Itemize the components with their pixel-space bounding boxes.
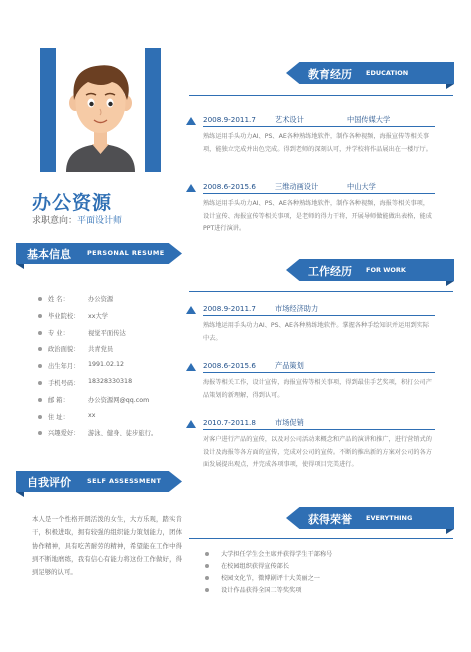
info-row-school (38, 310, 188, 327)
personal-info-list (38, 293, 188, 444)
honors-list (205, 549, 445, 597)
bullet-icon (38, 347, 42, 351)
bullet-icon (205, 588, 209, 592)
info-row-email (38, 394, 188, 411)
section-banner-basic-info (16, 243, 182, 264)
info-value: xx (88, 411, 96, 419)
honor-text: 校园文化节，微博剧评十大美丽之一 (221, 575, 320, 582)
bullet-icon (38, 398, 42, 402)
section-title: 获得荣誉 (308, 513, 352, 526)
triangle-marker-icon (186, 306, 196, 314)
info-row-hobbies (38, 427, 188, 444)
entry-title: 艺术设计 (275, 115, 304, 124)
section-subtitle: EVERYTHING (366, 514, 413, 522)
entry-date: 2008.6-2015.6 (203, 182, 256, 191)
work-entry (186, 304, 444, 354)
entry-description: 熟练地运用手头功力AI、PS、AE各种熟练地软件。掌握各种手绘知识并运用到实际中去。 (203, 322, 430, 342)
self-assessment-text: 本人是一个性格开朗活泼的女生，大方乐观，踏实肯干，积极进取，拥有较强的组织能力策划能力，团体协作精神，具有吃苦耐劳的精神，希望能在工作中得到不断地磨练，我有信心有能力将这份工作做好，得到足够的认可。 (32, 515, 182, 577)
bullet-icon (38, 364, 42, 368)
info-row-major (38, 327, 188, 344)
candidate-name: 办公资源 (32, 192, 113, 214)
info-value: xx大学 (88, 312, 109, 320)
job-intent (32, 213, 122, 226)
section-subtitle: EDUCATION (366, 69, 409, 77)
section-title: 基本信息 (27, 248, 71, 261)
info-label: 手机号码： (48, 379, 80, 387)
section-divider (189, 538, 453, 539)
honor-item (205, 573, 445, 585)
section-subtitle: PERSONAL RESUME (87, 249, 165, 257)
triangle-marker-icon (186, 117, 196, 125)
entry-date: 2008.6-2015.6 (203, 361, 256, 370)
education-entry (186, 115, 444, 175)
bullet-icon (38, 415, 42, 419)
info-value: 1991.02.12 (88, 361, 125, 369)
section-banner-self-assessment (16, 471, 182, 492)
photo-frame (40, 48, 161, 172)
honor-item (205, 561, 445, 573)
entry-title: 市场促销 (275, 418, 304, 427)
honor-item (205, 549, 445, 561)
honor-text: 设计作品获得全国二等奖奖项 (221, 587, 302, 594)
entry-date: 2010.7-2011.8 (203, 418, 256, 427)
bullet-icon (38, 381, 42, 385)
info-label: 姓 名： (48, 296, 69, 303)
section-divider (189, 291, 453, 292)
section-banner-education (286, 62, 454, 84)
entry-title: 市场经济助力 (275, 304, 319, 313)
info-value: 办公资源 (88, 296, 114, 303)
honor-text: 在校园组织获得宣传部长 (221, 563, 290, 570)
entry-org: 中山大学 (347, 182, 376, 191)
info-label: 出生年月： (48, 363, 80, 371)
entry-date: 2008.9-2011.7 (203, 115, 256, 124)
bullet-icon (38, 297, 42, 301)
section-banner-work (286, 259, 454, 281)
bullet-icon (205, 576, 209, 580)
bullet-icon (38, 331, 42, 335)
section-subtitle: SELF ASSESSMENT (87, 477, 162, 485)
section-title: 自我评价 (27, 476, 71, 489)
triangle-marker-icon (186, 184, 196, 192)
info-label: 专 业： (48, 329, 69, 337)
entry-org: 中国传媒大学 (347, 115, 391, 124)
entry-title: 产品策划 (275, 361, 304, 370)
avatar-illustration (56, 48, 145, 172)
info-row-birth (38, 360, 188, 377)
honor-item (205, 585, 445, 597)
info-row-phone (38, 377, 188, 394)
education-entry (186, 182, 444, 242)
entry-description: 对客户进行产品的宣传，以及对公司活动来概念和产品的演讲和推广，进行营销式的设计及海报等各方面的宣传，完成对公司的宣传。不断的推出新的方案对公司的各方面发展提出观点，并完成各项事项，使得项目完美进行。 (203, 436, 432, 469)
info-label: 住 址： (48, 413, 69, 421)
section-title: 教育经历 (308, 68, 352, 81)
avatar (56, 48, 145, 172)
section-divider (189, 95, 453, 96)
triangle-marker-icon (186, 420, 196, 428)
bullet-icon (205, 564, 209, 568)
job-intent-value: 平面设计师 (77, 216, 123, 226)
info-row-address (38, 411, 188, 428)
info-value: 视觉平面传达 (88, 329, 126, 337)
info-label: 政治面貌： (48, 346, 80, 354)
info-row-name (38, 293, 188, 310)
info-value: 游泳、健身、徒步旅行。 (88, 430, 158, 438)
triangle-marker-icon (186, 363, 196, 371)
job-intent-label: 求职意向： (32, 216, 78, 226)
entry-description: 海报等相关工作，设计宣传，海报宣传等相关事项，得到最佳手艺奖项，积打公司产品策划的新理解，得到认可。 (203, 379, 432, 399)
info-value: 办公资源网@qq.com (88, 396, 150, 404)
info-label: 邮 箱： (48, 396, 69, 404)
work-entry (186, 418, 444, 488)
entry-description: 熟练运用手头功力AI、PS、AE各种熟练地软件，制作各种视频，海报宣传等相关事项，能独立完成并出色完成。得到老师的深刻认可，并学校将作品展出在一楼厅厅。 (203, 133, 432, 153)
info-row-political (38, 343, 188, 360)
info-value: 18328330318 (88, 377, 133, 385)
bullet-icon (205, 552, 209, 556)
bullet-icon (38, 431, 42, 435)
section-title: 工作经历 (308, 265, 352, 278)
section-banner-honors (286, 507, 454, 529)
work-entry (186, 361, 444, 411)
entry-date: 2008.9-2011.7 (203, 304, 256, 313)
info-label: 毕业院校： (48, 312, 80, 320)
bullet-icon (38, 314, 42, 318)
entry-title: 三维动画设计 (275, 182, 319, 191)
entry-description: 熟练运用手头功力AI、PS、AE各种熟练地软件，制作各种视频，海报等相关事项，设计宣传、海报宣传等相关事项，是老师的得力干将，开展导师做能做出表格，能成PPT进行演讲。 (203, 200, 432, 233)
info-value: 共青党员 (88, 346, 114, 354)
section-subtitle: FOR WORK (366, 266, 406, 274)
honor-text: 大学担任学生会主席并获得学生干部称号 (221, 551, 333, 558)
info-label: 兴趣爱好： (48, 430, 80, 438)
